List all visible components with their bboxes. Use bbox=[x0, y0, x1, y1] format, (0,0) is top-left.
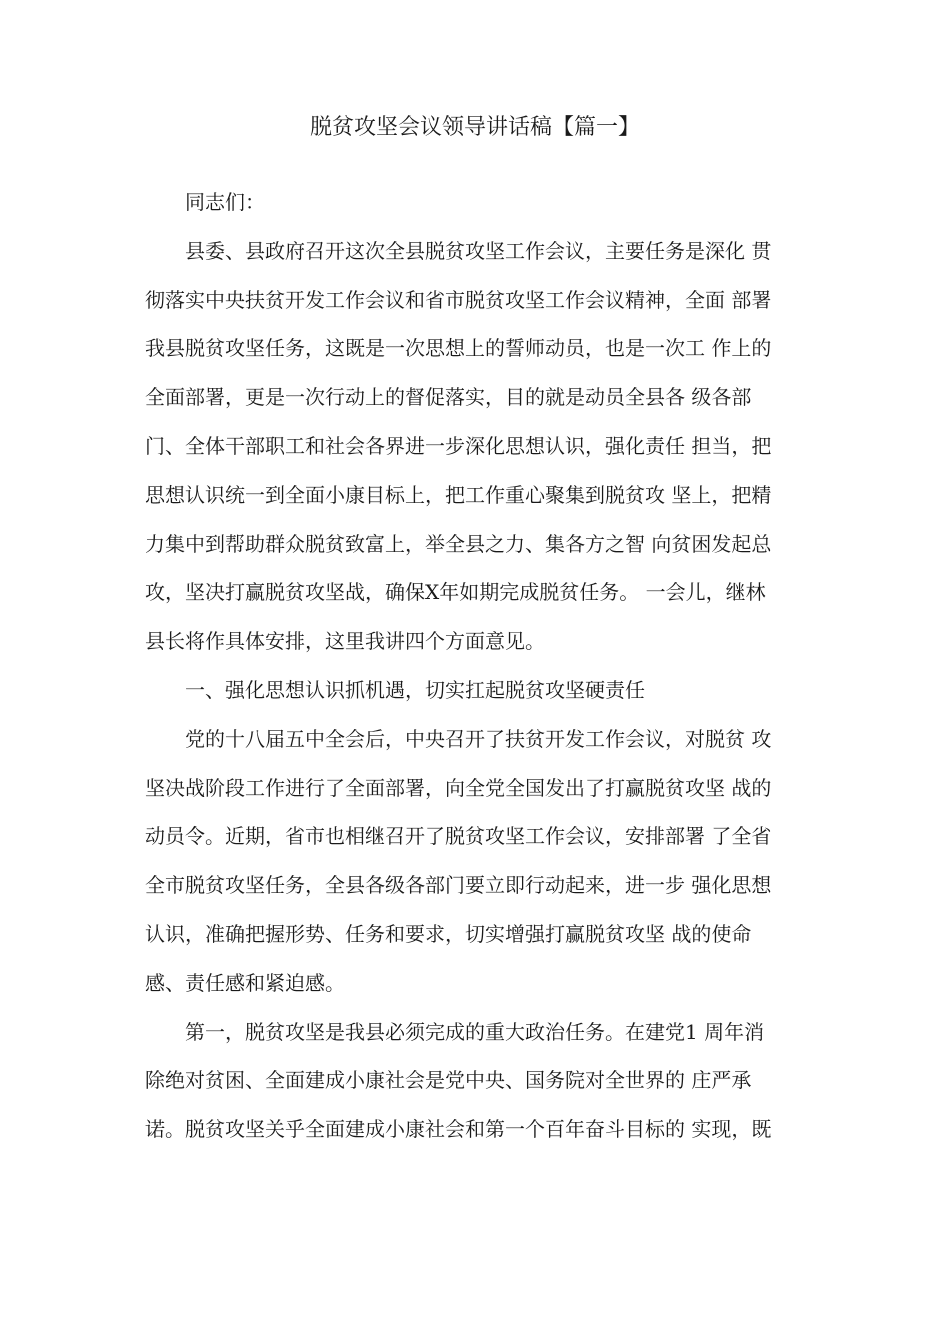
text-line: 彻落实中央扶贫开发工作会议和省市脱贫攻坚工作会议精神，全面 部署 bbox=[145, 287, 772, 312]
text-line: 全市脱贫攻坚任务，全县各级各部门要立即行动起来，进一步 强化思想 bbox=[145, 873, 772, 898]
text-line: 县委、县政府召开这次全县脱贫攻坚工作会议，主要任务是深化 贯 bbox=[185, 238, 772, 263]
text-line: 党的十八届五中全会后，中央召开了扶贫开发工作会议，对脱贫 攻 bbox=[185, 726, 772, 751]
text-line: 感、责任感和紧迫感。 bbox=[145, 970, 345, 995]
text-line: 第一，脱贫攻坚是我县必须完成的重大政治任务。在建党1 周年消 bbox=[185, 1019, 765, 1044]
text-line: 门、全体干部职工和社会各界进一步深化思想认识，强化责任 担当，把 bbox=[145, 433, 772, 458]
text-line: 认识，准确把握形势、任务和要求，切实增强打赢脱贫攻坚 战的使命 bbox=[145, 921, 752, 946]
text-line: 一、强化思想认识抓机遇，切实扛起脱贫攻坚硬责任 bbox=[185, 677, 645, 702]
text-line: 力集中到帮助群众脱贫致富上，举全县之力、集各方之智 向贫困发起总 bbox=[145, 531, 772, 556]
text-line: 动员令。近期，省市也相继召开了脱贫攻坚工作会议，安排部署 了全省 bbox=[145, 824, 772, 849]
text-line: 全面部署，更是一次行动上的督促落实，目的就是动员全县各 级各部 bbox=[145, 385, 752, 410]
text-line: 我县脱贫攻坚任务，这既是一次思想上的誓师动员，也是一次工 作上的 bbox=[145, 336, 772, 361]
text-line: 县长将作具体安排，这里我讲四个方面意见。 bbox=[145, 629, 545, 654]
text-line: 同志们： bbox=[185, 190, 265, 214]
text-line: 诺。脱贫攻坚关乎全面建成小康社会和第一个百年奋斗目标的 实现，既 bbox=[145, 1117, 772, 1142]
text-line: 坚决战阶段工作进行了全面部署，向全党全国发出了打赢脱贫攻坚 战的 bbox=[145, 775, 772, 800]
text-line: 除绝对贫困、全面建成小康社会是党中央、国务院对全世界的 庄严承 bbox=[145, 1068, 752, 1093]
document-body bbox=[145, 178, 825, 1154]
text-line: 攻，坚决打赢脱贫攻坚战，确保X年如期完成脱贫任务。 一会儿，继林 bbox=[145, 580, 766, 605]
page-title: 脱贫攻坚会议领导讲话稿【篇一】 bbox=[309, 115, 640, 140]
text-line: 思想认识统一到全面小康目标上，把工作重心聚集到脱贫攻 坚上，把精 bbox=[145, 482, 772, 507]
